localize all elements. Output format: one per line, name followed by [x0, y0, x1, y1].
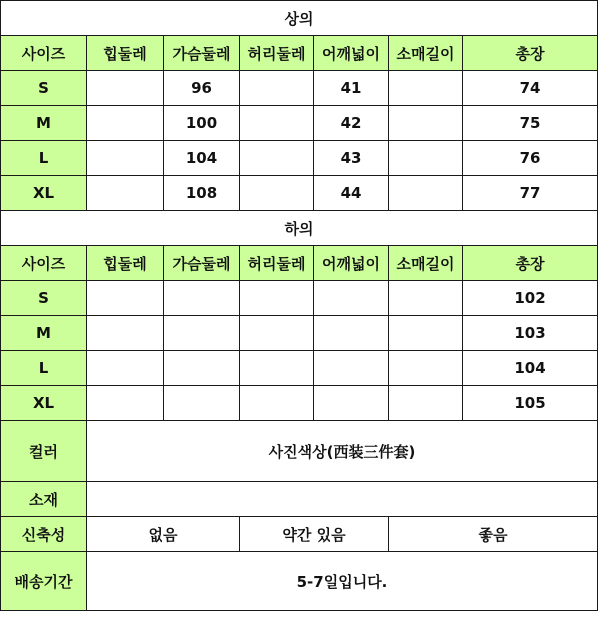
- chest-cell: [164, 316, 240, 351]
- hip-cell: [87, 281, 164, 316]
- chest-cell: 96: [164, 71, 240, 106]
- waist-cell: [240, 176, 314, 211]
- chest-cell: 104: [164, 141, 240, 176]
- shoulder-cell: [314, 351, 389, 386]
- chest-cell: [164, 351, 240, 386]
- size-cell: XL: [1, 176, 87, 211]
- size-cell: L: [1, 351, 87, 386]
- stretch-row: [1, 517, 598, 552]
- top-row-s: [1, 71, 598, 106]
- waist-cell: [240, 71, 314, 106]
- material-row: [1, 482, 598, 517]
- shoulder-cell: 44: [314, 176, 389, 211]
- waist-cell: [240, 351, 314, 386]
- length-cell: 76: [463, 141, 598, 176]
- bottom-title-row: [1, 211, 598, 246]
- shoulder-cell: 42: [314, 106, 389, 141]
- top-row-m: [1, 106, 598, 141]
- sleeve-cell: [389, 386, 463, 421]
- top-section-title: 상의: [1, 1, 598, 36]
- shoulder-cell: 41: [314, 71, 389, 106]
- size-cell: M: [1, 106, 87, 141]
- sleeve-cell: [389, 281, 463, 316]
- stretch-label: 신축성: [1, 517, 87, 552]
- header-chest: 가슴둘레: [164, 246, 240, 281]
- color-label: 컬러: [1, 421, 87, 482]
- bottom-section-title: 하의: [1, 211, 598, 246]
- shipping-value: 5-7일입니다.: [87, 552, 598, 611]
- bottom-row-m: [1, 316, 598, 351]
- bottom-row-xl: [1, 386, 598, 421]
- shoulder-cell: [314, 281, 389, 316]
- length-cell: 103: [463, 316, 598, 351]
- shoulder-cell: 43: [314, 141, 389, 176]
- sleeve-cell: [389, 71, 463, 106]
- header-shoulder: 어깨넓이: [314, 246, 389, 281]
- header-shoulder: 어깨넓이: [314, 36, 389, 71]
- waist-cell: [240, 106, 314, 141]
- shipping-label: 배송기간: [1, 552, 87, 611]
- stretch-option-good: 좋음: [389, 517, 598, 552]
- top-title-row: [1, 1, 598, 36]
- sleeve-cell: [389, 176, 463, 211]
- chest-cell: 100: [164, 106, 240, 141]
- stretch-option-none: 없음: [87, 517, 240, 552]
- header-waist: 허리둘레: [240, 246, 314, 281]
- size-cell: M: [1, 316, 87, 351]
- header-length: 총장: [463, 36, 598, 71]
- length-cell: 104: [463, 351, 598, 386]
- header-hip: 힙둘레: [87, 36, 164, 71]
- header-chest: 가슴둘레: [164, 36, 240, 71]
- sleeve-cell: [389, 316, 463, 351]
- size-cell: S: [1, 281, 87, 316]
- material-label: 소재: [1, 482, 87, 517]
- header-length: 총장: [463, 246, 598, 281]
- waist-cell: [240, 386, 314, 421]
- header-waist: 허리둘레: [240, 36, 314, 71]
- shipping-row: [1, 552, 598, 611]
- header-sleeve: 소매길이: [389, 246, 463, 281]
- hip-cell: [87, 106, 164, 141]
- top-header-row: [1, 36, 598, 71]
- size-cell: L: [1, 141, 87, 176]
- bottom-row-l: [1, 351, 598, 386]
- hip-cell: [87, 316, 164, 351]
- hip-cell: [87, 351, 164, 386]
- waist-cell: [240, 281, 314, 316]
- size-cell: XL: [1, 386, 87, 421]
- shoulder-cell: [314, 316, 389, 351]
- size-cell: S: [1, 71, 87, 106]
- chest-cell: [164, 386, 240, 421]
- top-row-l: [1, 141, 598, 176]
- waist-cell: [240, 141, 314, 176]
- length-cell: 105: [463, 386, 598, 421]
- waist-cell: [240, 316, 314, 351]
- header-sleeve: 소매길이: [389, 36, 463, 71]
- hip-cell: [87, 141, 164, 176]
- color-value: 사진색상(西装三件套): [87, 421, 598, 482]
- stretch-option-some: 약간 있음: [240, 517, 389, 552]
- length-cell: 75: [463, 106, 598, 141]
- length-cell: 77: [463, 176, 598, 211]
- sleeve-cell: [389, 141, 463, 176]
- chest-cell: 108: [164, 176, 240, 211]
- header-hip: 힙둘레: [87, 246, 164, 281]
- length-cell: 102: [463, 281, 598, 316]
- color-row: [1, 421, 598, 482]
- hip-cell: [87, 71, 164, 106]
- bottom-header-row: [1, 246, 598, 281]
- shoulder-cell: [314, 386, 389, 421]
- sleeve-cell: [389, 106, 463, 141]
- hip-cell: [87, 176, 164, 211]
- length-cell: 74: [463, 71, 598, 106]
- header-size: 사이즈: [1, 36, 87, 71]
- top-row-xl: [1, 176, 598, 211]
- header-size: 사이즈: [1, 246, 87, 281]
- sleeve-cell: [389, 351, 463, 386]
- hip-cell: [87, 386, 164, 421]
- material-value: [87, 482, 598, 517]
- chest-cell: [164, 281, 240, 316]
- bottom-row-s: [1, 281, 598, 316]
